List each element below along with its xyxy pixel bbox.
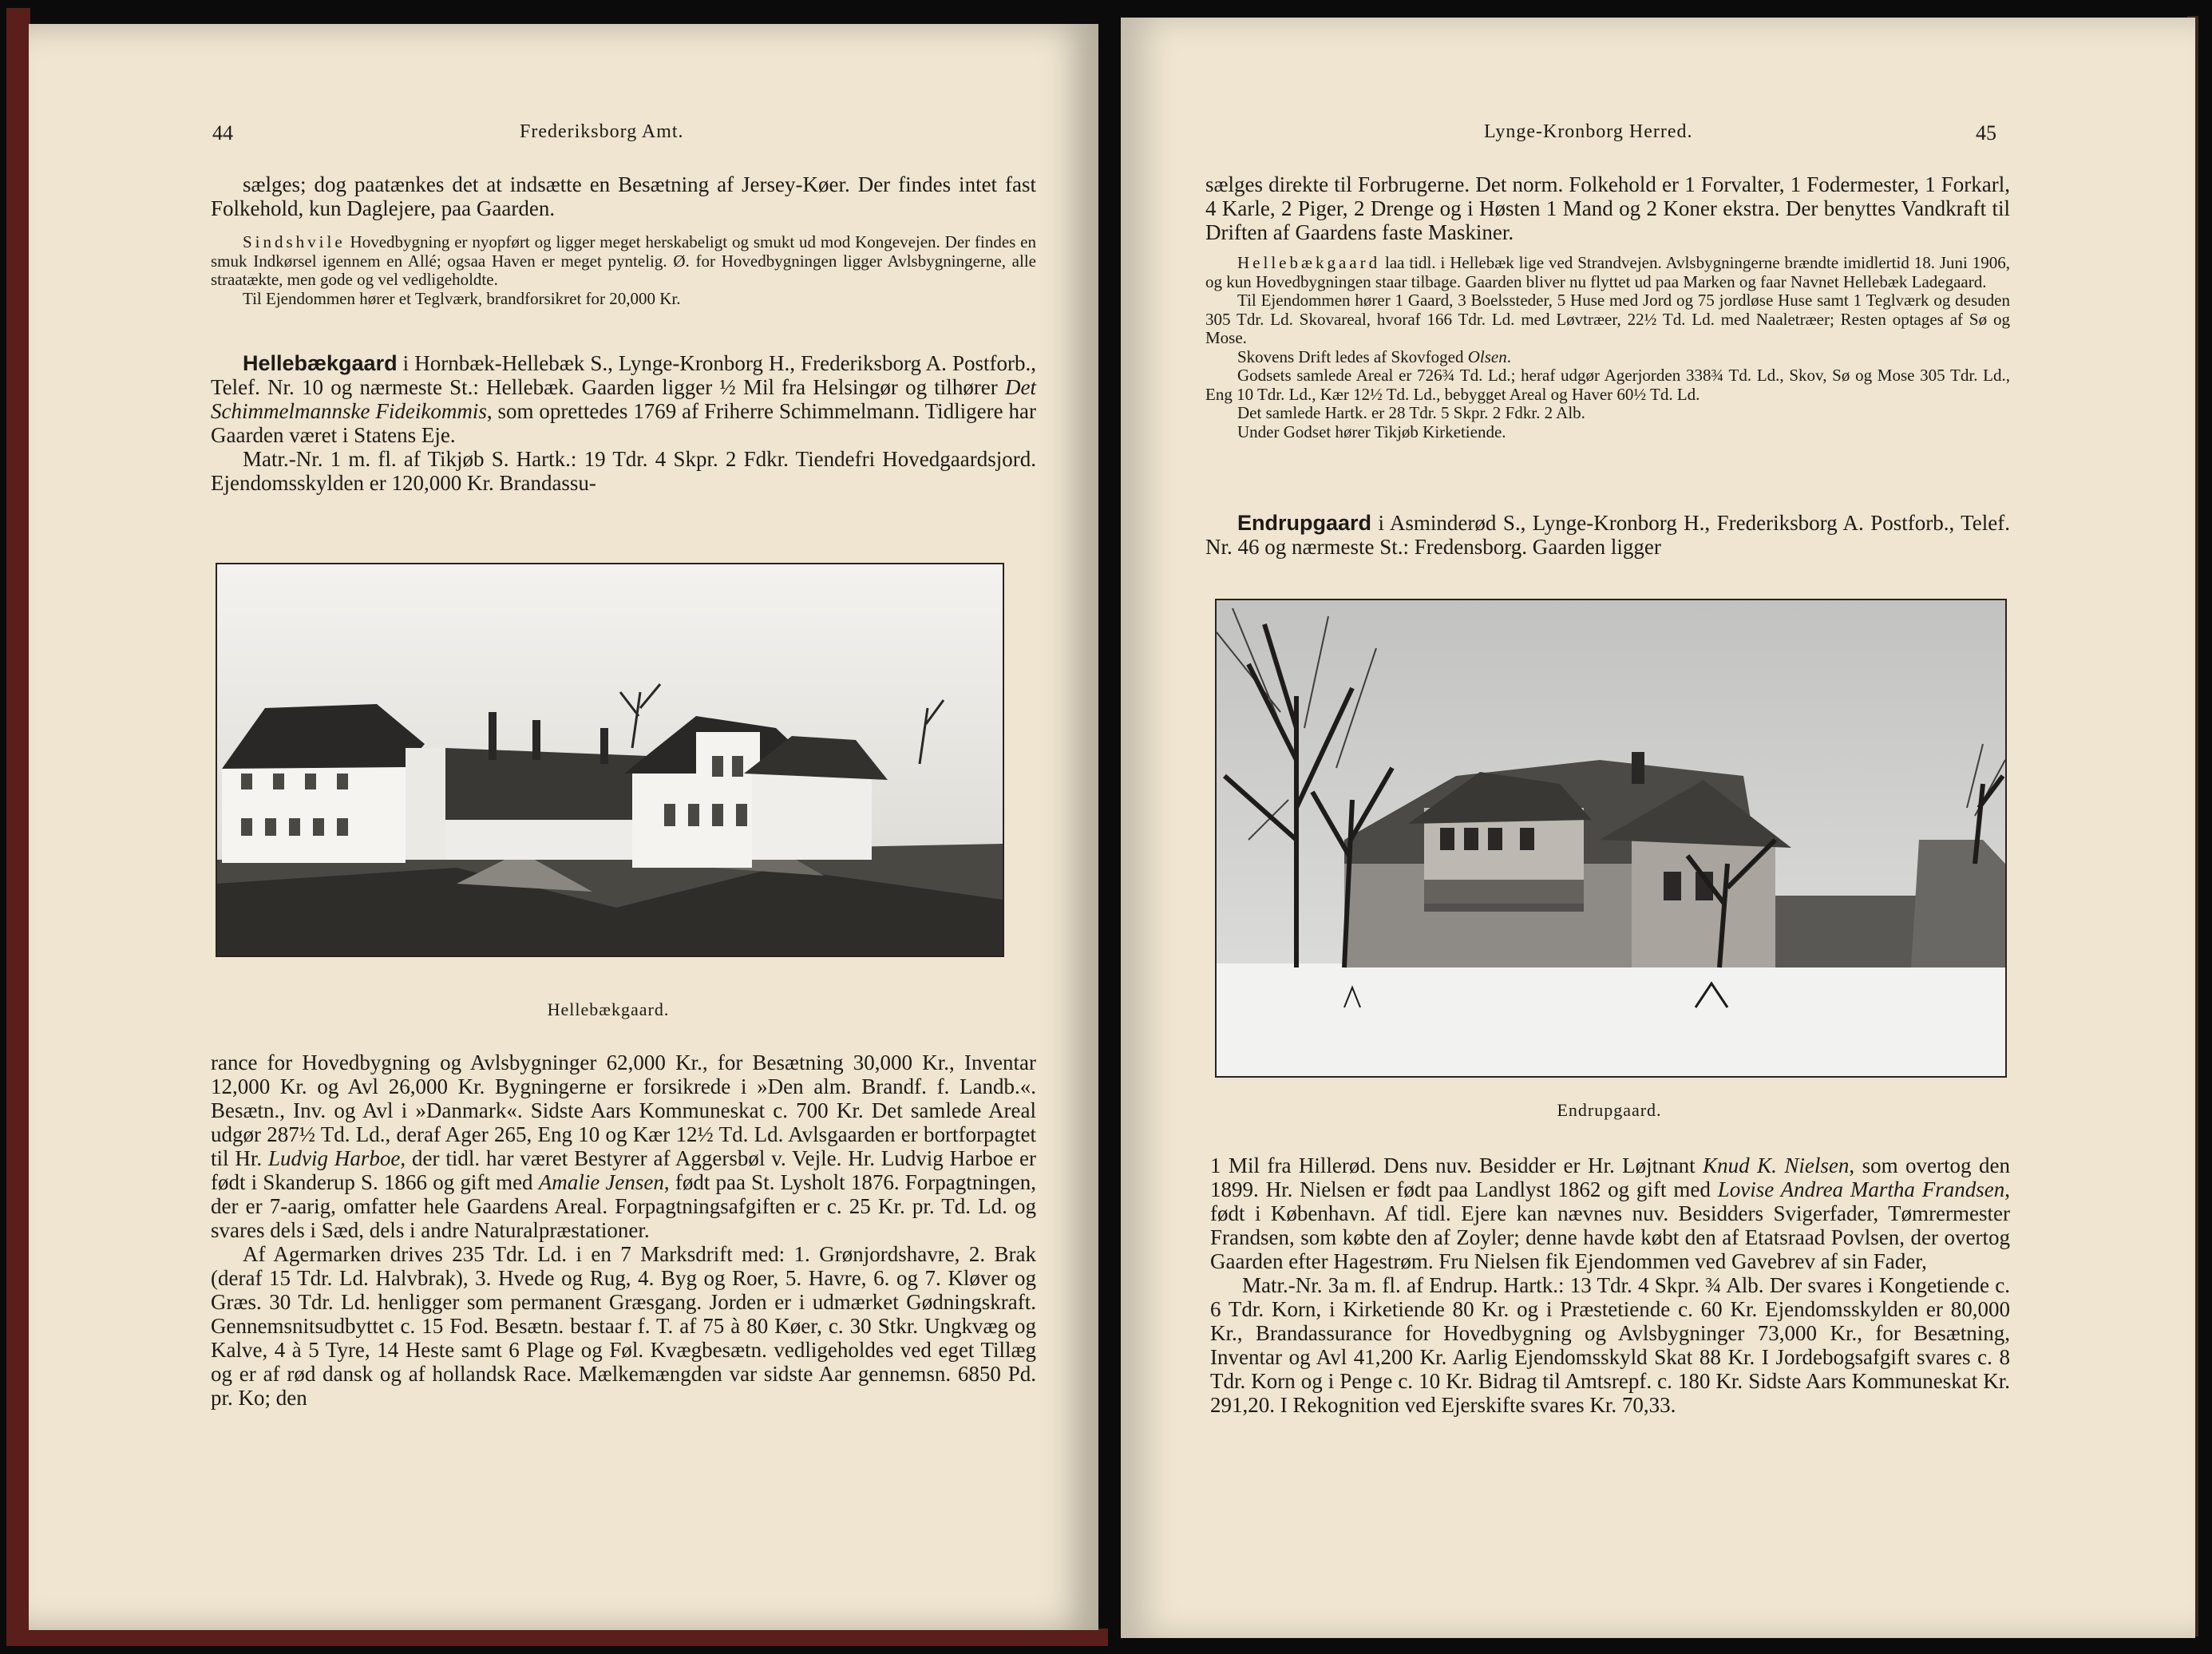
small-print-block [211, 233, 1036, 308]
bottom-paragraph [211, 1051, 1036, 1242]
paragraph-text: , født paa St. Lysholt 1876. Forpagtningen, der er 7-aarig, omfatter hele Gaardens Areal. Forpagtningsafgiften er c. 25 Kr. pr. Td. Ld. og svares dels i Sæd, dels i andre Naturalpræstationer. [211, 1170, 1037, 1242]
bottom-paragraph: Af Agermarken drives 235 Tdr. Ld. i en 7 Marksdrift med: 1. Grønjordshavre, 2. Brak (deraf 15 Tdr. Ld. Halvbrak), 3. Hvede og Rug, 4. Byg og Roer, 5. Havre, 6. og 7. Kløver og Græs. 30 Tdr. Ld. henligger som permanent Græsgang. Jorden er i udmærket Gødningskraft. Gennemsnitsudbyttet c. 15 Fod. Besætn. bestaar f. T. af 75 à 80 Køer, c. 30 Stkr. Ungkvæg og Kalve, 4 à 5 Tyre, 14 Heste samt 6 Plage og Føl. Kvægbesætn. vedligeholdes ved eget Tillæg og er af rød dansk og af hollandsk Race. Mælkemængden var sidste Aar gennemsn. 6850 Pd. pr. Ko; den [211, 1242, 1036, 1410]
entry-text: i Hornbæk-Hellebæk S., Lynge-Kronborg H., Frederiksborg A. Postforb., Telef. Nr. 10 og nærmeste St.: Hellebæk. Gaarden ligger ½ Mil fra Helsingør og tilhører [211, 351, 1036, 399]
small-paragraph: Til Ejendommen hører 1 Gaard, 3 Boelssteder, 5 Huse med Jord og 75 jordløse Huse samt 1 Teglværk og desuden 305 Tdr. Ld. Skovareal, hvoraf 166 Tdr. Ld. med Løvtræer, 22½ Td. Ld. med Naaletræer; Resten optages af Sø og Mose. [1205, 291, 2010, 347]
paragraph-text: 1 Mil fra Hillerød. Dens nuv. Besidder er Hr. Løjtnant [1210, 1153, 1704, 1177]
small-text: laa tidl. i Hellebæk lige ved Strandvejen. Avlsbygningerne brændte imidlertid 18. Juni 1906, og kun Hovedbygningen staar tilbage. Gaarden bliver nu flyttet ud paa Marken og faar Navnet Hellebæk Ladegaard. [1205, 253, 2010, 291]
small-lead: Sindshvile [243, 232, 346, 251]
small-text: . [1506, 346, 1511, 366]
bottom-paragraph [1210, 1153, 2010, 1273]
small-paragraph [211, 233, 1036, 290]
small-paragraph: Godsets samlede Areal er 726¾ Td. Ld.; heraf udgør Agerjorden 338¾ Td. Ld., Skov, Sø og Mose 305 Tdr. Ld., Eng 10 Tdr. Ld., Kær 12½ Td. Ld., bebygget Areal og Haver 60½ Td. Ld. [1205, 366, 2010, 404]
endrupgaard-photo [1215, 599, 2007, 1078]
small-lead: Hellebækgaard [1237, 253, 1381, 272]
paragraph-text: , som overtog den 1899. Hr. Nielsen er født paa Landlyst 1862 og gift med [1210, 1153, 2010, 1201]
small-print-block [1205, 254, 2010, 441]
entry-paragraph [211, 351, 1036, 447]
entry-title: Endrupgaard [1237, 511, 1372, 535]
bottom-text [1210, 1153, 2010, 1417]
entry-text: , som oprettedes 1769 af Friherre Schimmelmann. Tidligere har Gaarden været i Statens Eje. [211, 399, 1036, 447]
italic-name: Ludvig Harboe [268, 1146, 401, 1170]
entry-italic: Det Schimmelmannske Fideikommis [211, 375, 1036, 423]
italic-name: Amalie Jensen [538, 1170, 664, 1194]
left-page [29, 24, 1098, 1630]
italic-name: Lovise Andrea Martha Frandsen [1717, 1177, 2005, 1201]
top-paragraph [211, 172, 1036, 220]
paragraph-text: sælges; dog paatænkes det at indsætte en Besætning af Jersey-Køer. Der findes intet fast Folkehold, kun Daglejere, paa Gaarden. [211, 172, 1036, 220]
book-cover-bottom [6, 1628, 1108, 1646]
paragraph-text: , der tidl. har været Bestyrer af Aggersbøl v. Vejle. Hr. Ludvig Harboe er født i Skanderup S. 1866 og gift med [211, 1146, 1036, 1194]
paragraph-text: , født i København. Af tidl. Ejere kan nævnes nuv. Besidders Svigerfader, Tømrermester Frandsen, som købte den af Zoyler; denne havde købt den af Etatsraad Povlsen, der overtog Gaarden efter Hagestrøm. Fru Nielsen fik Ejendommen ved Gavebrev af sin Fader, [1210, 1177, 2010, 1273]
right-page [1121, 18, 2195, 1638]
small-paragraph: Det samlede Hartk. er 28 Tdr. 5 Skpr. 2 Fdkr. 2 Alb. [1237, 403, 1585, 422]
small-paragraph: Under Godset hører Tikjøb Kirketiende. [1237, 421, 1506, 441]
matr-paragraph: Matr.-Nr. 1 m. fl. af Tikjøb S. Hartk.: 19 Tdr. 4 Skpr. 2 Fdkr. Tiendefri Hovedgaardsjord. Ejendomsskylden er 120,000 Kr. Brandassu- [211, 447, 1036, 495]
entry-paragraph [1205, 511, 2010, 559]
hellebaekgaard-photo [216, 563, 1004, 957]
small-text: Hovedbygning er nyopført og ligger meget herskabeligt og smukt ud mod Kongevejen. Der findes en smuk Indkørsel igennem en Allé; ogsaa Haven er meget pyntelig. Ø. for Hovedbygningen ligger Avlsbygningerne, alle straatækte, men gode og vel vedligeholdte. [211, 232, 1036, 289]
entry-endrupgaard [1205, 511, 2010, 559]
bottom-paragraph: Matr.-Nr. 3a m. fl. af Endrup. Hartk.: 13 Tdr. 4 Skpr. ¾ Alb. Der svares i Kongetiende c. 6 Tdr. Korn, i Kirketiende 80 Kr. og i Præstetiende c. 60 Kr. Ejendomsskylden er 80,000 Kr., Brandassurance for Hovedbygning og Avlsbygninger 73,000 Kr., for Besætning, Inventar og Avl 41,200 Kr. Aarlig Ejendomsskyld Skat 88 Kr. I Jordebogsafgift svares c. 8 Tdr. Korn og i Penge c. 10 Kr. Bidrag til Amtsrepf. c. 180 Kr. Sidste Aars Kommuneskat Kr. 291,20. I Rekognition ved Ejerskifte svares Kr. 70,33. [1210, 1273, 2010, 1417]
small-text: Skovens Drift ledes af Skovfoged [1237, 346, 1468, 366]
paragraph-text: rance for Hovedbygning og Avlsbygninger 62,000 Kr., for Besætning 30,000 Kr., Inventar 12,000 Kr. og Avl 26,000 Kr. Bygningerne er forsikrede i »Den alm. Brandf. f. Landb.«. Besætn., Inv. og Avl i »Danmark«. Sidste Aars Kommuneskat c. 700 Kr. Det samlede Areal udgør 287½ Td. Ld., deraf Ager 265, Eng 10 og Kær 12½ Td. Ld. Avlsgaarden er bortforpagtet til Hr. [211, 1051, 1036, 1170]
entry-hellebaekgaard [211, 351, 1036, 495]
entry-title: Hellebækgaard [243, 351, 398, 375]
photo-caption: Hellebækgaard. [547, 999, 670, 1019]
page-number: 45 [1976, 121, 1996, 144]
entry-text: i Asminderød S., Lynge-Kronborg H., Frederiksborg A. Postforb., Telef. Nr. 46 og nærmeste St.: Fredensborg. Gaarden ligger [1205, 511, 2010, 559]
running-head: Frederiksborg Amt. [520, 121, 684, 142]
paragraph-text: sælges direkte til Forbrugerne. Det norm. Folkehold er 1 Forvalter, 1 Fodermester, 1 Forkarl, 4 Karle, 2 Piger, 2 Drenge og i Høsten 1 Mand og 2 Koner ekstra. Der benyttes Vandkraft til Driften af Gaardens faste Maskiner. [1205, 172, 2010, 244]
running-head: Lynge-Kronborg Herred. [1484, 121, 1693, 142]
book-cover-left [6, 8, 30, 1644]
small-paragraph [1205, 348, 2010, 367]
small-paragraph: Til Ejendommen hører et Teglværk, brandforsikret for 20,000 Kr. [243, 288, 681, 308]
italic-name: Olsen [1467, 346, 1507, 366]
small-paragraph [1205, 254, 2010, 291]
page-number: 44 [212, 121, 233, 144]
italic-name: Knud K. Nielsen [1703, 1153, 1850, 1177]
top-paragraph [1205, 172, 2010, 244]
photo-caption: Endrupgaard. [1557, 1100, 1662, 1120]
bottom-text [211, 1051, 1036, 1410]
